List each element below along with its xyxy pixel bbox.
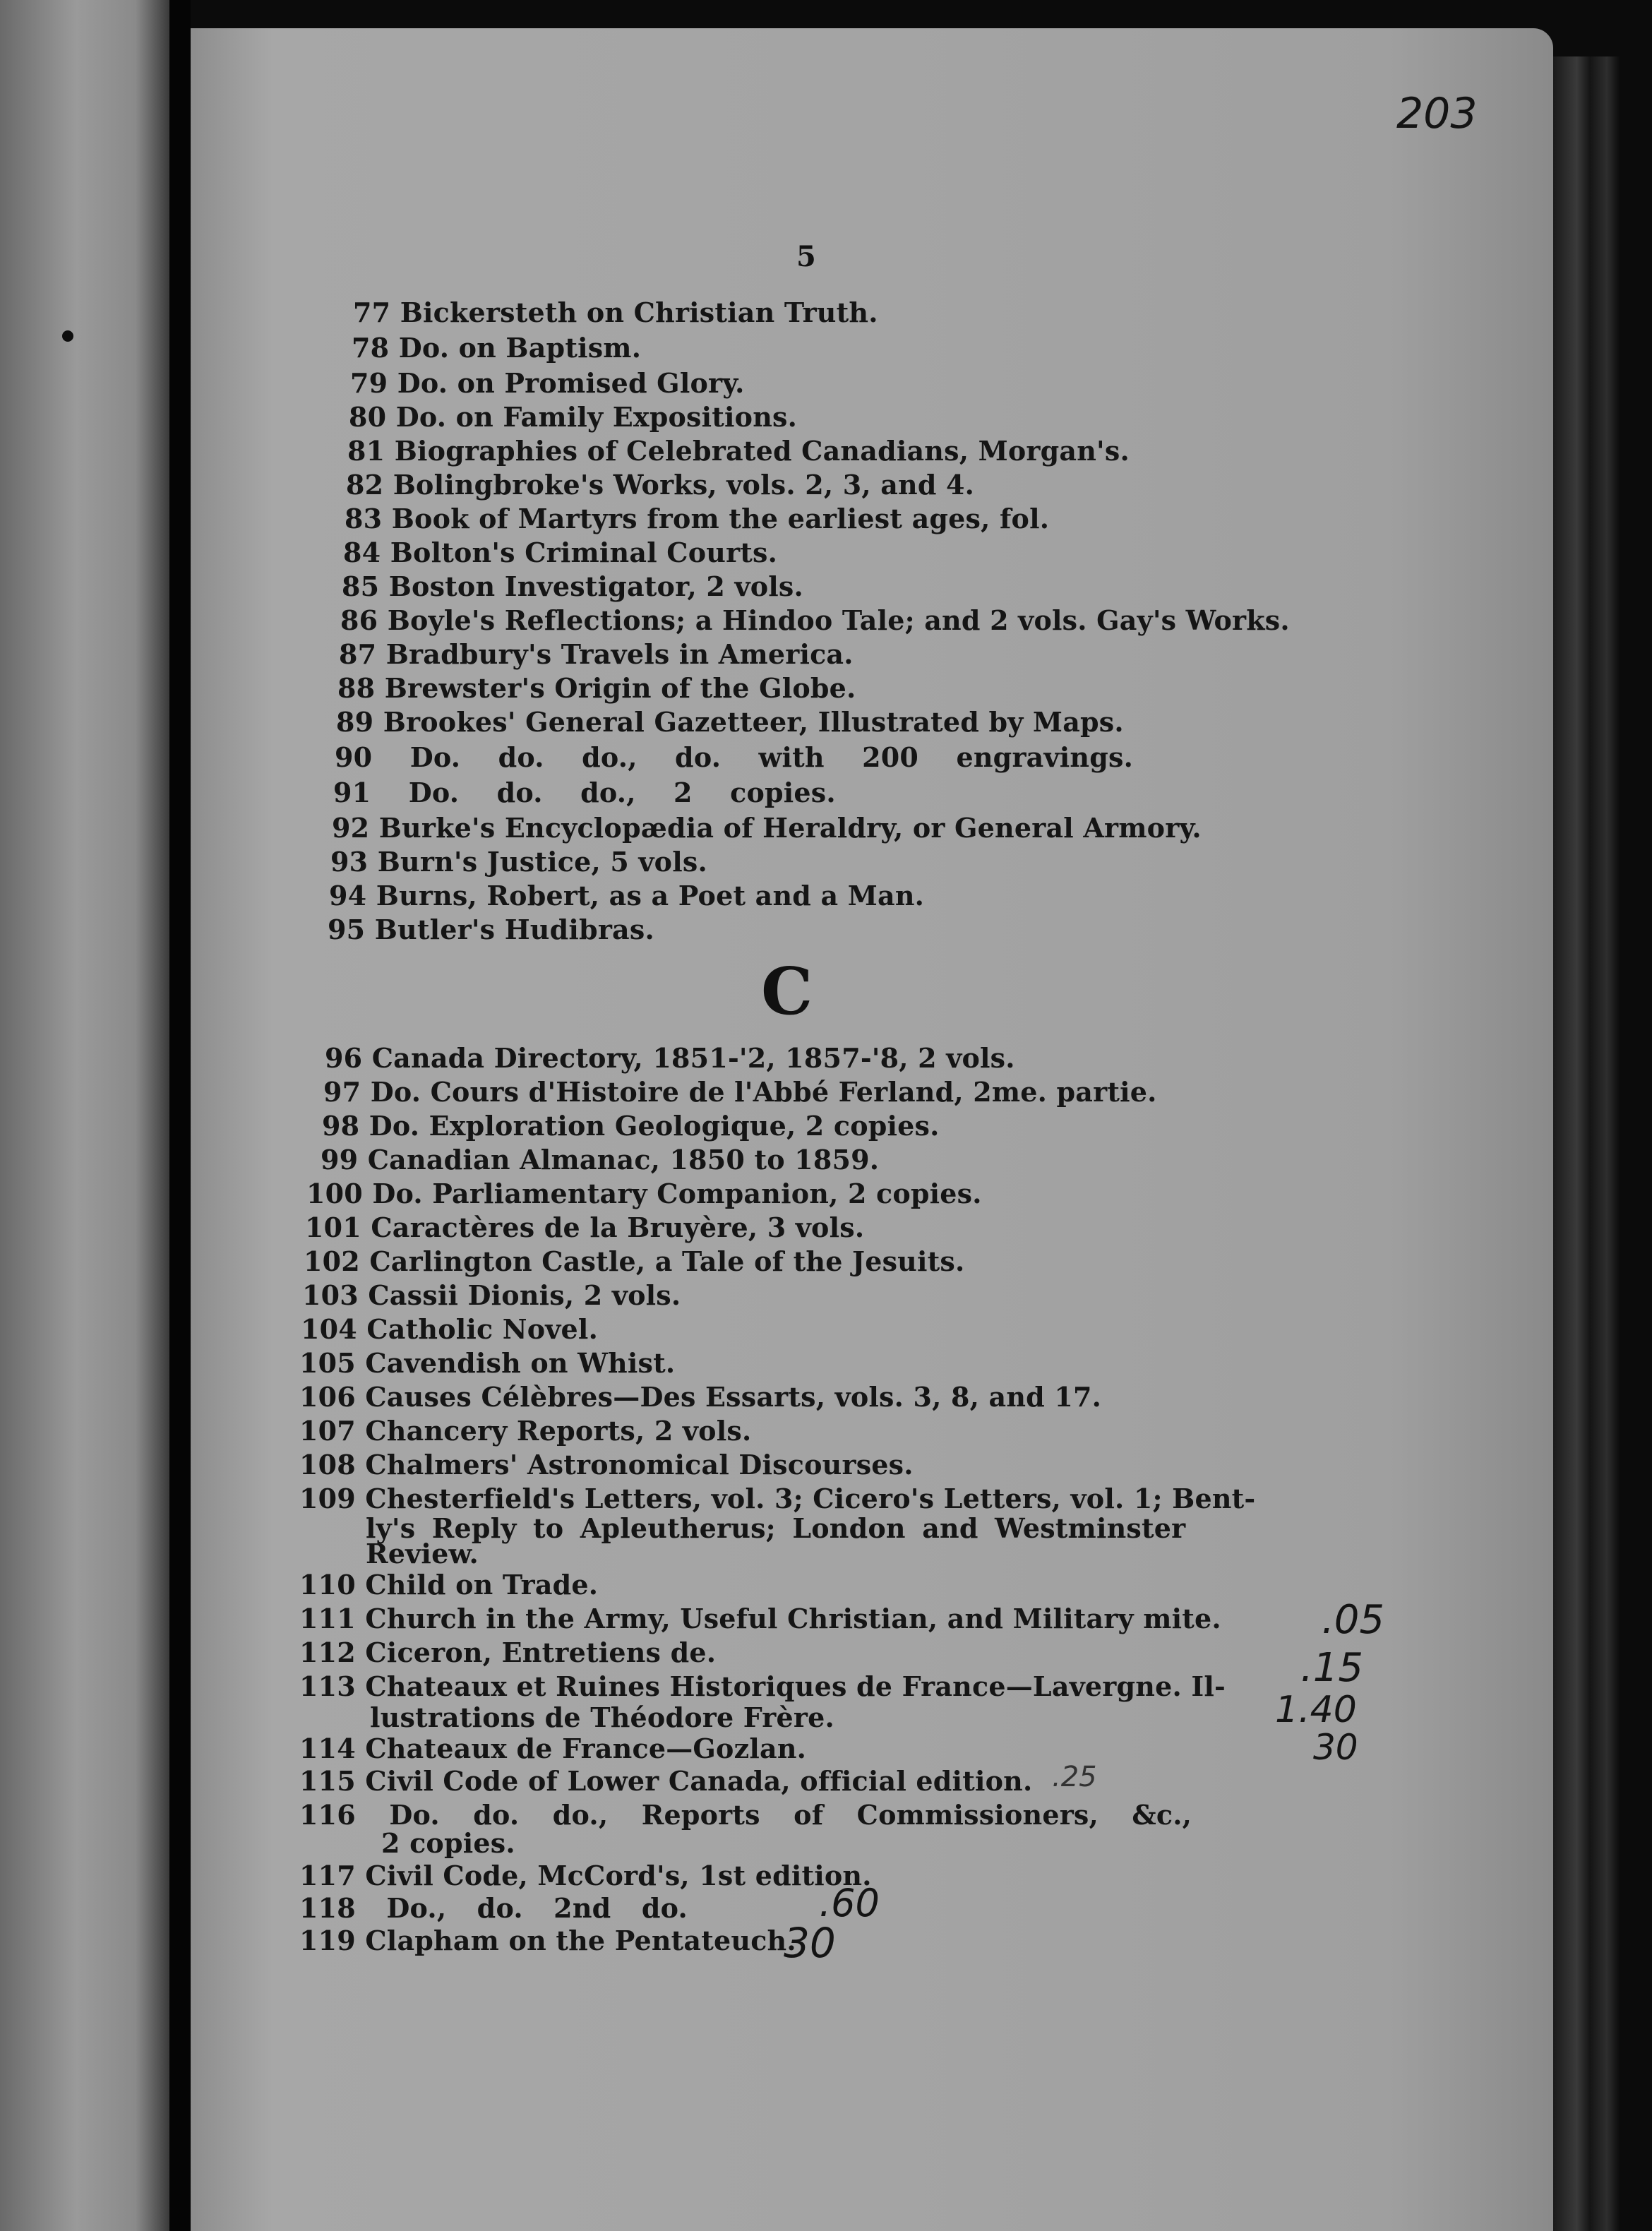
margin-note: .60 [819,1881,880,1925]
margin-note: .15 [1300,1645,1364,1691]
list-item: lustrations de Théodore Frère. [370,1701,834,1733]
list-item: ly's Reply to Apleutherus; London and Westminster [366,1512,1186,1544]
list-item: 86 Boyle's Reflections; a Hindoo Tale; and 2 vols. Gay's Works. [340,604,1290,636]
margin-note: .05 [1322,1597,1385,1643]
section-letter: C [761,953,813,1029]
list-item: 87 Bradbury's Travels in America. [339,638,854,670]
list-item: 79 Do. on Promised Glory. [350,367,745,399]
list-item: 85 Boston Investigator, 2 vols. [342,570,803,602]
list-item: 98 Do. Exploration Geologique, 2 copies. [322,1110,940,1142]
list-item: 90 Do. do. do., do. with 200 engravings. [335,741,1134,773]
handwritten-folio-number: 203 [1396,89,1478,138]
list-item: 2 copies. [381,1827,515,1859]
list-item: 108 Chalmers' Astronomical Discourses. [299,1449,914,1481]
list-item: 82 Bolingbroke's Works, vols. 2, 3, and 4. [346,469,975,501]
list-item: 81 Biographies of Celebrated Canadians, Morgan's. [347,435,1130,467]
facing-page-edge [0,0,169,2231]
list-item: 112 Ciceron, Entretiens de. [299,1637,717,1668]
list-item: 111 Church in the Army, Useful Christian, and Military mite. [299,1603,1221,1634]
list-item: 80 Do. on Family Expositions. [349,401,798,433]
book-gutter [169,0,191,2231]
list-item: 99 Canadian Almanac, 1850 to 1859. [321,1144,880,1176]
list-item: 101 Caractères de la Bruyère, 3 vols. [305,1212,865,1243]
list-item: 78 Do. on Baptism. [352,332,642,364]
list-item: 115 Civil Code of Lower Canada, official edition. [299,1765,1033,1797]
page-number: 5 [796,240,816,273]
list-item: 113 Chateaux et Ruines Historiques de France—Lavergne. Il- [299,1670,1226,1702]
list-item: 95 Butler's Hudibras. [328,914,654,945]
list-item: 116 Do. do. do., Reports of Commissioners, &c., [299,1799,1192,1831]
list-item: 91 Do. do. do., 2 copies. [333,777,836,808]
margin-note: 30 [784,1919,836,1967]
ink-speck [62,330,73,342]
list-item: 94 Burns, Robert, as a Poet and a Man. [329,880,925,911]
list-item: 97 Do. Cours d'Histoire de l'Abbé Ferland, 2me. partie. [323,1076,1157,1108]
list-item: 77 Bickersteth on Christian Truth. [353,297,878,328]
list-item: 110 Child on Trade. [299,1569,599,1601]
list-item: 104 Catholic Novel. [301,1313,598,1345]
margin-note: 30 [1313,1727,1358,1768]
list-item: 102 Carlington Castle, a Tale of the Jesuits. [304,1245,965,1277]
list-item: 119 Clapham on the Pentateuch. [299,1925,796,1956]
page-block-edge [1553,56,1620,2231]
list-item: Review. [366,1538,479,1569]
list-item: 92 Burke's Encyclopædia of Heraldry, or General Armory. [332,812,1202,844]
list-item: 93 Burn's Justice, 5 vols. [330,846,707,878]
list-item: 100 Do. Parliamentary Companion, 2 copies. [306,1178,982,1209]
list-item: 117 Civil Code, McCord's, 1st edition. [299,1860,872,1891]
list-item: 118 Do., do. 2nd do. [299,1892,688,1924]
list-item: 89 Brookes' General Gazetteer, Illustrated by Maps. [336,706,1124,738]
list-item: 107 Chancery Reports, 2 vols. [299,1415,752,1447]
list-item: 106 Causes Célèbres—Des Essarts, vols. 3, 8, and 17. [299,1381,1102,1413]
list-item: 88 Brewster's Origin of the Globe. [337,672,856,704]
margin-note: .25 [1052,1761,1097,1793]
list-item: 109 Chesterfield's Letters, vol. 3; Cicero's Letters, vol. 1; Bent- [299,1483,1256,1514]
list-item: 83 Book of Martyrs from the earliest ages, fol. [345,503,1050,534]
list-item: 105 Cavendish on Whist. [299,1347,676,1379]
margin-note: 1.40 [1275,1689,1357,1731]
list-item: 84 Bolton's Criminal Courts. [343,537,778,568]
list-item: 103 Cassii Dionis, 2 vols. [302,1279,681,1311]
list-item: 96 Canada Directory, 1851-'2, 1857-'8, 2 vols. [325,1042,1015,1074]
list-item: 114 Chateaux de France—Gozlan. [299,1733,807,1764]
